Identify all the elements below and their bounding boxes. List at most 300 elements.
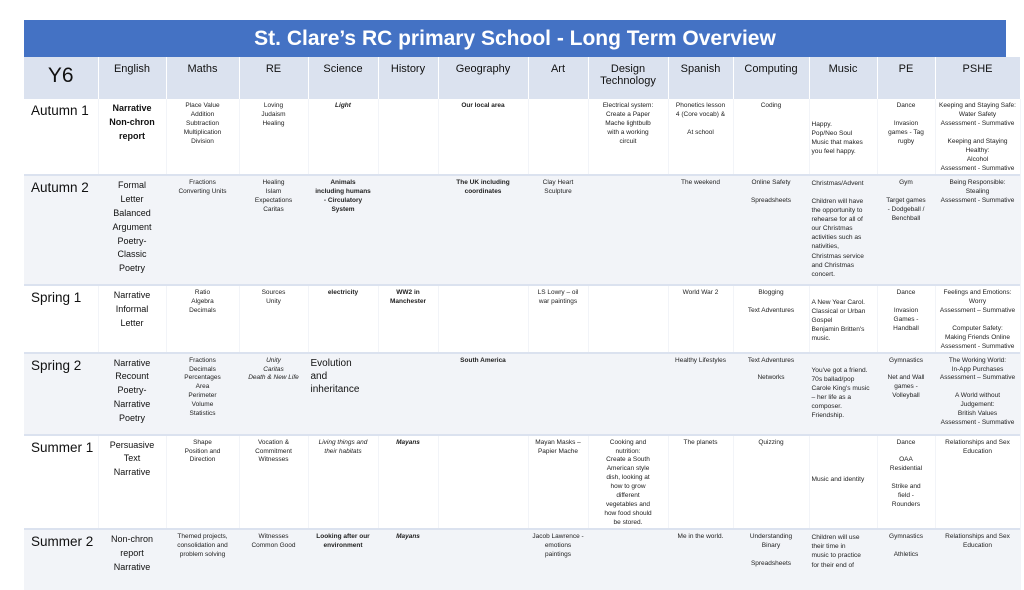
cell-line bbox=[736, 366, 807, 375]
cell-pe bbox=[877, 354, 935, 434]
cell-line: Cooking and bbox=[609, 438, 647, 446]
cell-line: Unity bbox=[266, 356, 281, 364]
cell-line: Percentages bbox=[184, 374, 221, 382]
cell-line: Children will use bbox=[811, 534, 860, 542]
cell-line bbox=[671, 120, 731, 129]
cell-line bbox=[938, 316, 1018, 325]
cell-line: Fractions bbox=[189, 178, 216, 186]
cell-music bbox=[809, 354, 877, 434]
cell-music bbox=[809, 436, 877, 529]
cell-line: Assessment – Summative bbox=[939, 374, 1016, 382]
cell-maths bbox=[166, 354, 239, 434]
cell-line: nativities, bbox=[811, 243, 839, 251]
cell-line: Fractions bbox=[189, 356, 216, 364]
cell-line: Electrical system: bbox=[602, 102, 654, 109]
cell-line bbox=[938, 383, 1018, 392]
cell-line: environment bbox=[323, 542, 363, 550]
cell-music bbox=[809, 286, 877, 352]
cell-history bbox=[378, 354, 438, 434]
cell-pe bbox=[877, 99, 935, 174]
col-header-re: RE bbox=[239, 57, 308, 99]
cell-line: inheritance bbox=[310, 383, 360, 395]
term-label: Spring 1 bbox=[24, 286, 98, 352]
col-header-computing: Computing bbox=[733, 57, 809, 99]
cell-line: Volleyball bbox=[892, 392, 920, 400]
cell-line: Net and Wall bbox=[887, 374, 925, 382]
cell-re bbox=[239, 99, 308, 174]
cell-geography bbox=[438, 99, 528, 174]
cell-line: Invasion bbox=[893, 119, 919, 127]
cell-art bbox=[528, 176, 588, 284]
cell-pe bbox=[877, 436, 935, 529]
cell-line: Computer Safety: bbox=[952, 324, 1003, 332]
cell-spanish bbox=[668, 354, 733, 434]
col-header-history: History bbox=[378, 57, 438, 99]
cell-line bbox=[812, 188, 875, 197]
cell-line: Sources bbox=[261, 288, 286, 296]
cell-english bbox=[98, 286, 166, 352]
cell-pe bbox=[877, 286, 935, 352]
cell-line: Spreadsheets bbox=[750, 196, 792, 204]
cell-line: Clay Heart bbox=[542, 178, 574, 186]
term-label: Summer 2 bbox=[24, 530, 98, 590]
cell-pshe bbox=[935, 530, 1020, 590]
cell-dt bbox=[588, 99, 668, 174]
cell-pshe bbox=[935, 436, 1020, 529]
cell-line bbox=[812, 111, 875, 120]
cell-line: - Circulatory bbox=[323, 196, 363, 204]
cell-line: Ratio bbox=[194, 288, 211, 296]
cell-history bbox=[378, 176, 438, 284]
cell-line: Caritas bbox=[263, 205, 284, 213]
cell-pe bbox=[877, 530, 935, 590]
cell-line: 4 (Core vocab) & bbox=[675, 110, 726, 118]
cell-line bbox=[880, 298, 933, 307]
cell-line bbox=[880, 448, 933, 457]
cell-line: Addition bbox=[190, 110, 215, 118]
cell-geography bbox=[438, 530, 528, 590]
term-label: Spring 2 bbox=[24, 354, 98, 434]
cell-science bbox=[308, 354, 378, 434]
cell-line: concert. bbox=[811, 270, 835, 278]
cell-line: Text Adventures bbox=[747, 356, 795, 364]
cell-line: our Christmas bbox=[811, 225, 853, 233]
cell-line bbox=[812, 448, 875, 457]
cell-line: Carole King's music bbox=[811, 384, 870, 392]
table-row bbox=[24, 99, 1020, 174]
cell-art bbox=[528, 530, 588, 590]
cell-line: Being Responsible: bbox=[949, 178, 1006, 186]
cell-line: South America bbox=[460, 356, 506, 364]
cell-line: Shape bbox=[193, 438, 212, 446]
cell-line bbox=[812, 289, 875, 298]
cell-science bbox=[308, 99, 378, 174]
cell-dt bbox=[588, 286, 668, 352]
cell-line: Dance bbox=[896, 438, 916, 446]
cell-computing bbox=[733, 176, 809, 284]
cell-line: Networks bbox=[757, 374, 785, 382]
cell-geography bbox=[438, 176, 528, 284]
cell-line: Relationships and Sex bbox=[945, 438, 1010, 446]
cell-line: The UK including bbox=[456, 178, 510, 186]
cell-line: Area bbox=[195, 383, 210, 391]
cell-history bbox=[378, 436, 438, 529]
cell-line: rugby bbox=[897, 137, 915, 145]
cell-line: Narrative bbox=[113, 467, 151, 478]
table-row bbox=[24, 530, 1020, 590]
cell-line: for their end of bbox=[811, 561, 855, 569]
cell-line: Dance bbox=[896, 288, 916, 296]
cell-line: – her life as a bbox=[811, 393, 852, 401]
cell-line: Gym bbox=[899, 178, 913, 186]
cell-line: Poetry- bbox=[117, 235, 147, 246]
cell-line: the opportunity to bbox=[811, 207, 863, 215]
cell-line: Target games bbox=[886, 196, 926, 204]
cell-line: Coding bbox=[760, 102, 782, 109]
cell-line: Residential bbox=[889, 465, 923, 473]
cell-line: Quizzing bbox=[758, 438, 784, 446]
cell-art bbox=[528, 99, 588, 174]
cell-line: dish, looking at bbox=[606, 474, 650, 482]
cell-line: Evolution bbox=[310, 357, 352, 369]
header-row bbox=[24, 57, 1020, 99]
cell-line: Create a South bbox=[606, 456, 650, 464]
cell-line: Loving bbox=[263, 102, 284, 109]
cell-line: you feel happy. bbox=[811, 148, 856, 156]
cell-line: Unity bbox=[266, 297, 281, 305]
cell-line: Mayans bbox=[396, 533, 420, 541]
term-label: Summer 1 bbox=[24, 436, 98, 529]
cell-line: Healing bbox=[262, 119, 285, 127]
cell-line: Balanced bbox=[113, 207, 151, 218]
cell-line: Death & New Life bbox=[248, 374, 299, 382]
cell-line: The Working World: bbox=[948, 356, 1007, 364]
col-header-design-technology: Design Technology bbox=[588, 57, 668, 99]
col-header-art: Art bbox=[528, 57, 588, 99]
cell-line: Mayans bbox=[396, 438, 420, 446]
cell-line bbox=[812, 102, 875, 111]
cell-line: Direction bbox=[189, 456, 216, 464]
cell-science bbox=[308, 286, 378, 352]
cell-re bbox=[239, 354, 308, 434]
cell-dt bbox=[588, 436, 668, 529]
cell-line: Living things and bbox=[318, 438, 368, 446]
cell-line: Create a Paper bbox=[605, 110, 651, 118]
cell-computing bbox=[733, 354, 809, 434]
cell-line: Narrative bbox=[112, 103, 152, 113]
cell-line: Gymnastics bbox=[889, 533, 923, 541]
cell-line: Water Safety bbox=[958, 110, 997, 118]
col-header-science: Science bbox=[308, 57, 378, 99]
cell-line: music. bbox=[811, 335, 831, 343]
cell-line: composer. bbox=[811, 403, 842, 410]
cell-line bbox=[880, 366, 933, 375]
cell-line bbox=[812, 439, 875, 448]
cell-line: Decimals bbox=[189, 306, 216, 314]
col-header-music: Music bbox=[809, 57, 877, 99]
cell-line: Classical or Urban bbox=[811, 307, 866, 315]
cell-line: Online Safety bbox=[751, 178, 791, 186]
cell-line: Letter bbox=[120, 193, 144, 204]
cell-line: Caritas bbox=[263, 365, 284, 373]
cell-line: Common Good bbox=[251, 542, 296, 550]
cell-line: A New Year Carol. bbox=[811, 298, 866, 306]
cell-geography bbox=[438, 286, 528, 352]
cell-science bbox=[308, 176, 378, 284]
cell-line: British Values bbox=[957, 410, 998, 418]
cell-maths bbox=[166, 99, 239, 174]
cell-line: report bbox=[120, 548, 144, 559]
cell-line: Narrative bbox=[113, 357, 151, 368]
cell-line: Blogging bbox=[758, 288, 784, 296]
cell-line bbox=[812, 357, 875, 366]
cell-line bbox=[736, 551, 807, 560]
cell-line: Keeping and Staying bbox=[947, 137, 1008, 145]
cell-line: Spreadsheets bbox=[750, 560, 792, 568]
cell-line: Friendship. bbox=[811, 412, 845, 420]
cell-line: Mayan Masks – bbox=[535, 438, 581, 446]
cell-line: nutrition: bbox=[615, 447, 641, 455]
cell-line: Worry bbox=[968, 297, 987, 305]
cell-line: You've got a friend. bbox=[811, 366, 868, 374]
cell-line bbox=[736, 298, 807, 307]
cell-line: Judaism bbox=[261, 110, 286, 118]
cell-line: Letter bbox=[120, 317, 144, 328]
cell-line: Non-chron bbox=[109, 116, 155, 127]
cell-history bbox=[378, 286, 438, 352]
cell-line: Poetry bbox=[118, 263, 145, 274]
cell-pshe bbox=[935, 286, 1020, 352]
cell-line: report bbox=[118, 130, 145, 141]
col-header-english: English bbox=[98, 57, 166, 99]
cell-line: activities such as bbox=[811, 234, 862, 242]
cell-line: Education bbox=[963, 542, 992, 550]
cell-line: Benchball bbox=[891, 214, 921, 222]
cell-line: In-App Purchases bbox=[951, 365, 1004, 373]
table-row bbox=[24, 354, 1020, 434]
cell-line: circuit bbox=[619, 137, 637, 145]
cell-line bbox=[880, 474, 933, 483]
cell-dt bbox=[588, 176, 668, 284]
cell-line: how food should bbox=[604, 510, 652, 518]
cell-spanish bbox=[668, 176, 733, 284]
cell-geography bbox=[438, 436, 528, 529]
cell-line: Healing bbox=[262, 178, 285, 186]
col-header-pshe: PSHE bbox=[935, 57, 1020, 99]
cell-line: Assessment - Summative bbox=[940, 342, 1015, 350]
cell-line: Healthy Lifestyles bbox=[675, 356, 726, 364]
cell-line: Expectations bbox=[254, 196, 293, 204]
cell-maths bbox=[166, 176, 239, 284]
cell-re bbox=[239, 176, 308, 284]
cell-line: Mache lightbulb bbox=[605, 119, 651, 127]
cell-spanish bbox=[668, 530, 733, 590]
cell-english bbox=[98, 530, 166, 590]
cell-line: Education bbox=[963, 447, 992, 455]
cell-english bbox=[98, 436, 166, 529]
cell-maths bbox=[166, 436, 239, 529]
term-label: Autumn 2 bbox=[24, 176, 98, 284]
term-label: Autumn 1 bbox=[24, 99, 98, 174]
cell-line: Strike and bbox=[891, 483, 921, 491]
cell-computing bbox=[733, 436, 809, 529]
cell-line: Rounders bbox=[891, 501, 921, 509]
cell-line bbox=[880, 188, 933, 197]
cell-line: Witnesses bbox=[258, 456, 289, 464]
table-body bbox=[24, 99, 1020, 590]
col-header-pe: PE bbox=[877, 57, 935, 99]
cell-science bbox=[308, 436, 378, 529]
cell-line: paintings bbox=[544, 551, 572, 559]
cell-line: - Dodgeball / bbox=[887, 205, 925, 213]
cell-line: games - bbox=[894, 383, 918, 391]
cell-line: music to practice bbox=[811, 552, 861, 560]
cell-line: field - bbox=[898, 492, 914, 500]
cell-line: Christmas/Advent bbox=[811, 179, 864, 187]
cell-line: their time in bbox=[811, 543, 846, 551]
cell-english bbox=[98, 176, 166, 284]
cell-line: The weekend bbox=[680, 178, 721, 186]
cell-spanish bbox=[668, 286, 733, 352]
cell-line: Informal bbox=[115, 303, 149, 314]
cell-art bbox=[528, 354, 588, 434]
cell-music bbox=[809, 99, 877, 174]
cell-line: American style bbox=[606, 465, 650, 473]
cell-line: including humans bbox=[315, 187, 371, 195]
cell-line: Looking after our bbox=[316, 533, 370, 541]
cell-line: Narrative bbox=[113, 399, 151, 410]
cell-line: Volume bbox=[191, 401, 214, 409]
cell-line: Children will have bbox=[811, 197, 864, 205]
cell-line: Relationships and Sex bbox=[945, 533, 1010, 541]
cell-line: Keeping and Staying Safe: bbox=[939, 102, 1016, 109]
cell-line: Persuasive bbox=[109, 439, 155, 450]
cell-line: Gospel bbox=[811, 317, 833, 325]
cell-line: be stored. bbox=[613, 519, 643, 527]
cell-pshe bbox=[935, 176, 1020, 284]
cell-spanish bbox=[668, 436, 733, 529]
cell-line: Assessment - Summative bbox=[940, 164, 1015, 172]
cell-computing bbox=[733, 530, 809, 590]
cell-line: Our local area bbox=[461, 102, 505, 109]
cell-line: Place Value bbox=[185, 102, 220, 109]
cell-line: Phonetics lesson bbox=[675, 102, 726, 109]
cell-line: Benjamin Britten's bbox=[811, 326, 865, 334]
cell-line: Sculpture bbox=[544, 187, 572, 195]
cell-line: Handball bbox=[893, 324, 919, 332]
cell-line: Healthy: bbox=[965, 146, 990, 154]
cell-line: Subtraction bbox=[186, 119, 219, 127]
cell-line: different bbox=[616, 492, 640, 500]
cell-maths bbox=[166, 286, 239, 352]
cell-line: Formal bbox=[117, 179, 146, 190]
cell-line: Making Friends Online bbox=[944, 333, 1011, 341]
cell-line: Classic bbox=[117, 249, 147, 260]
cell-line bbox=[938, 129, 1018, 138]
cell-art bbox=[528, 286, 588, 352]
cell-line: Poetry- bbox=[117, 385, 147, 396]
cell-line: System bbox=[331, 205, 355, 213]
cell-music bbox=[809, 176, 877, 284]
cell-line: Commitment bbox=[255, 447, 292, 455]
cell-line: LS Lowry – oil bbox=[537, 288, 579, 296]
cell-line: how to grow bbox=[610, 483, 646, 491]
cell-line: Games - bbox=[893, 315, 919, 323]
table-row bbox=[24, 176, 1020, 284]
cell-line: Poetry bbox=[118, 413, 145, 424]
cell-pshe bbox=[935, 354, 1020, 434]
cell-line: Dance bbox=[896, 102, 916, 109]
cell-line: emotions bbox=[544, 542, 572, 550]
cell-geography bbox=[438, 354, 528, 434]
cell-line: problem solving bbox=[179, 551, 226, 559]
cell-line: Non-chron bbox=[110, 534, 154, 545]
cell-line: Text Adventures bbox=[747, 306, 795, 314]
cell-line: Islam bbox=[265, 187, 282, 195]
cell-line: Stealing bbox=[965, 187, 990, 195]
cell-line bbox=[736, 188, 807, 197]
cell-line: vegetables and bbox=[605, 501, 651, 509]
cell-line: and Christmas bbox=[811, 261, 855, 269]
cell-line: Division bbox=[191, 137, 214, 145]
col-header-geography: Geography bbox=[438, 57, 528, 99]
cell-line: World War 2 bbox=[682, 288, 719, 296]
cell-line: Assessment – Summative bbox=[939, 306, 1016, 314]
cell-line: Feelings and Emotions: bbox=[943, 288, 1012, 296]
cell-line: Christmas service bbox=[811, 252, 864, 260]
cell-line: Music and identity bbox=[811, 475, 865, 483]
cell-computing bbox=[733, 99, 809, 174]
cell-line: Recount bbox=[115, 371, 149, 382]
cell-line: A World without bbox=[954, 392, 1001, 400]
cell-history bbox=[378, 99, 438, 174]
cell-line: Manchester bbox=[389, 297, 427, 305]
cell-line: Algebra bbox=[191, 297, 214, 305]
cell-line bbox=[812, 457, 875, 466]
cell-science bbox=[308, 530, 378, 590]
cell-line: with a working bbox=[607, 128, 649, 136]
cell-line: Narrative bbox=[113, 562, 151, 573]
cell-history bbox=[378, 530, 438, 590]
cell-line: 70s ballad/pop bbox=[811, 375, 855, 383]
cell-pe bbox=[877, 176, 935, 284]
cell-line: Understanding bbox=[749, 533, 793, 541]
cell-line: Decimals bbox=[189, 365, 216, 373]
cell-line: games - Tag bbox=[888, 128, 924, 136]
table-row bbox=[24, 436, 1020, 529]
cell-line: Vocation & bbox=[257, 438, 290, 446]
cell-line: Music that makes bbox=[811, 139, 863, 147]
col-header-spanish: Spanish bbox=[668, 57, 733, 99]
cell-line: Pop/Neo Soul bbox=[811, 130, 853, 138]
cell-dt bbox=[588, 530, 668, 590]
cell-re bbox=[239, 530, 308, 590]
long-term-overview-table bbox=[24, 57, 1021, 590]
cell-line: Invasion bbox=[893, 306, 919, 314]
cell-line: rehearse for all of bbox=[811, 216, 863, 224]
cell-line: Narrative bbox=[113, 289, 151, 300]
cell-line: war paintings bbox=[538, 297, 578, 305]
cell-line bbox=[880, 111, 933, 120]
cell-line: Animals bbox=[330, 178, 356, 186]
cell-english bbox=[98, 354, 166, 434]
cell-dt bbox=[588, 354, 668, 434]
cell-line: WW2 in bbox=[396, 288, 420, 296]
cell-line: Perimeter bbox=[188, 392, 217, 400]
cell-line: their habitats bbox=[324, 447, 362, 455]
cell-line: Papier Mache bbox=[537, 447, 579, 455]
cell-line: Alcohol bbox=[966, 155, 989, 163]
